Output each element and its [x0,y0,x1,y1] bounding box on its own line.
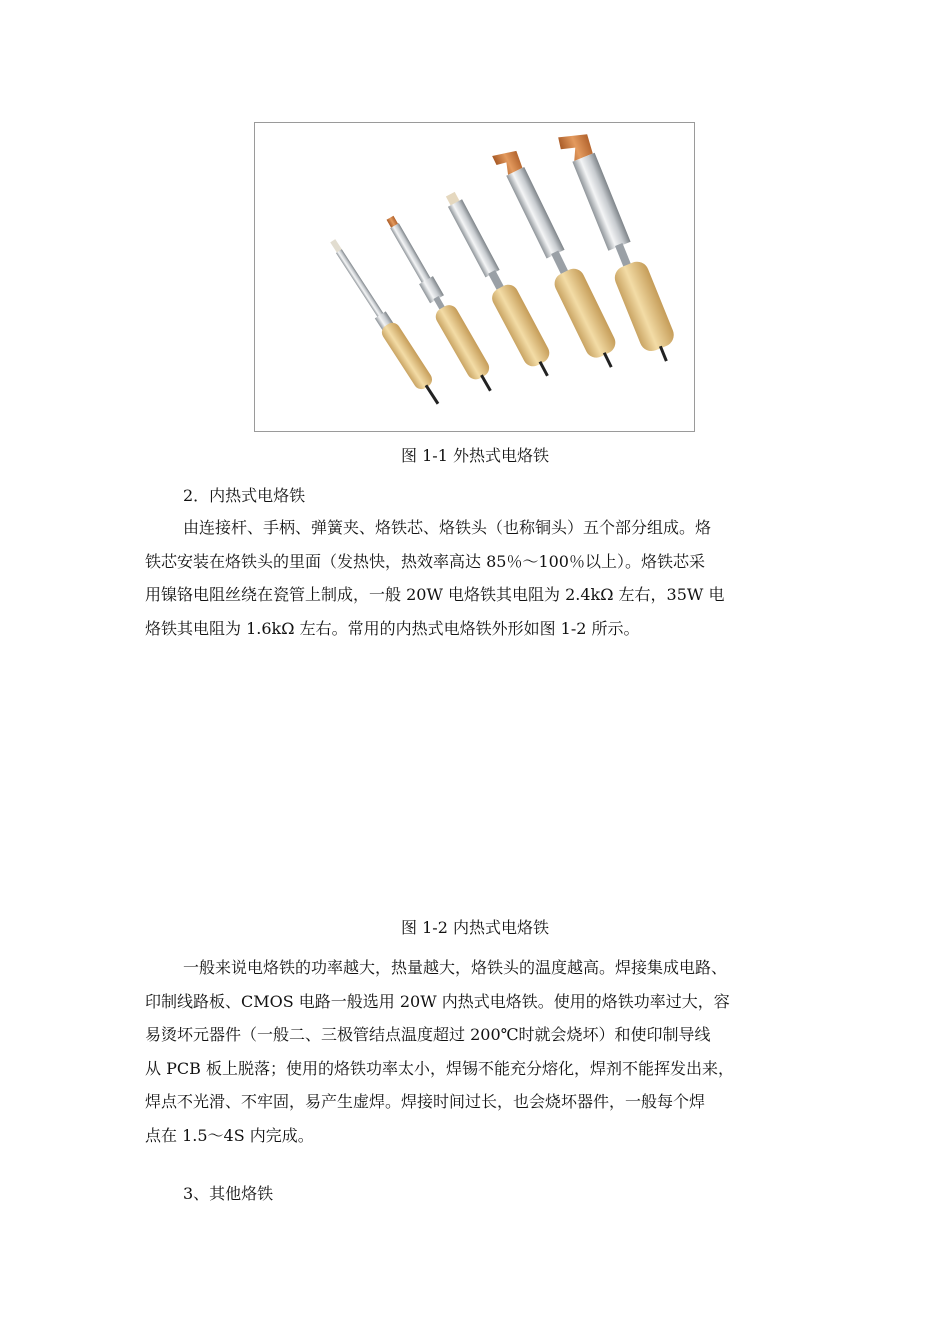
paragraph-line: 铁芯安装在烙铁头的里面（发热快，热效率高达 85％～100％以上）。烙铁芯采 [145,551,705,571]
paragraph-line: 用镍铬电阻丝绕在瓷管上制成，一般 20W 电烙铁其电阻为 2.4kΩ 左右，35W 电 [145,585,725,605]
soldering-irons-illustration [255,123,694,431]
figure-1-caption: 图 1-1 外热式电烙铁 [401,446,549,465]
paragraph-line: 印制线路板、CMOS 电路一般选用 20W 内热式电烙铁。使用的烙铁功率过大，容 [145,991,730,1011]
paragraph-line: 从 PCB 板上脱落；使用的烙铁功率太小，焊锡不能充分熔化，焊剂不能挥发出来， [145,1058,734,1078]
soldering-iron-5 [556,125,682,368]
power-selection-paragraph [145,951,807,1153]
section-2-heading: 2．内热式电烙铁 [183,486,306,505]
figure-2-caption: 图 1-2 内热式电烙铁 [401,918,549,937]
paragraph-line: 一般来说电烙铁的功率越大，热量越大，烙铁头的温度越高。焊接集成电路、 [183,958,728,977]
figure-1-image [254,122,695,432]
section-2-paragraph [145,511,807,645]
soldering-iron-1 [324,236,446,409]
paragraph-line: 点在 1.5～4S 内完成。 [145,1125,314,1145]
soldering-iron-4 [491,143,625,374]
paragraph-line: 由连接杆、手柄、弹簧夹、烙铁芯、烙铁头（也称铜头）五个部分组成。烙 [183,518,712,537]
paragraph-line: 烙铁其电阻为 1.6kΩ 左右。常用的内热式电烙铁外形如图 1-2 所示。 [145,618,640,638]
section-3-heading: 3、其他烙铁 [183,1184,274,1203]
paragraph-line: 易烫坏元器件（一般二、三极管结点温度超过 200℃时就会烧坏）和使印制导线 [145,1025,711,1045]
paragraph-line: 焊点不光滑、不牢固，易产生虚焊。焊接时间过长，也会烧坏器件，一般每个焊 [145,1092,706,1112]
